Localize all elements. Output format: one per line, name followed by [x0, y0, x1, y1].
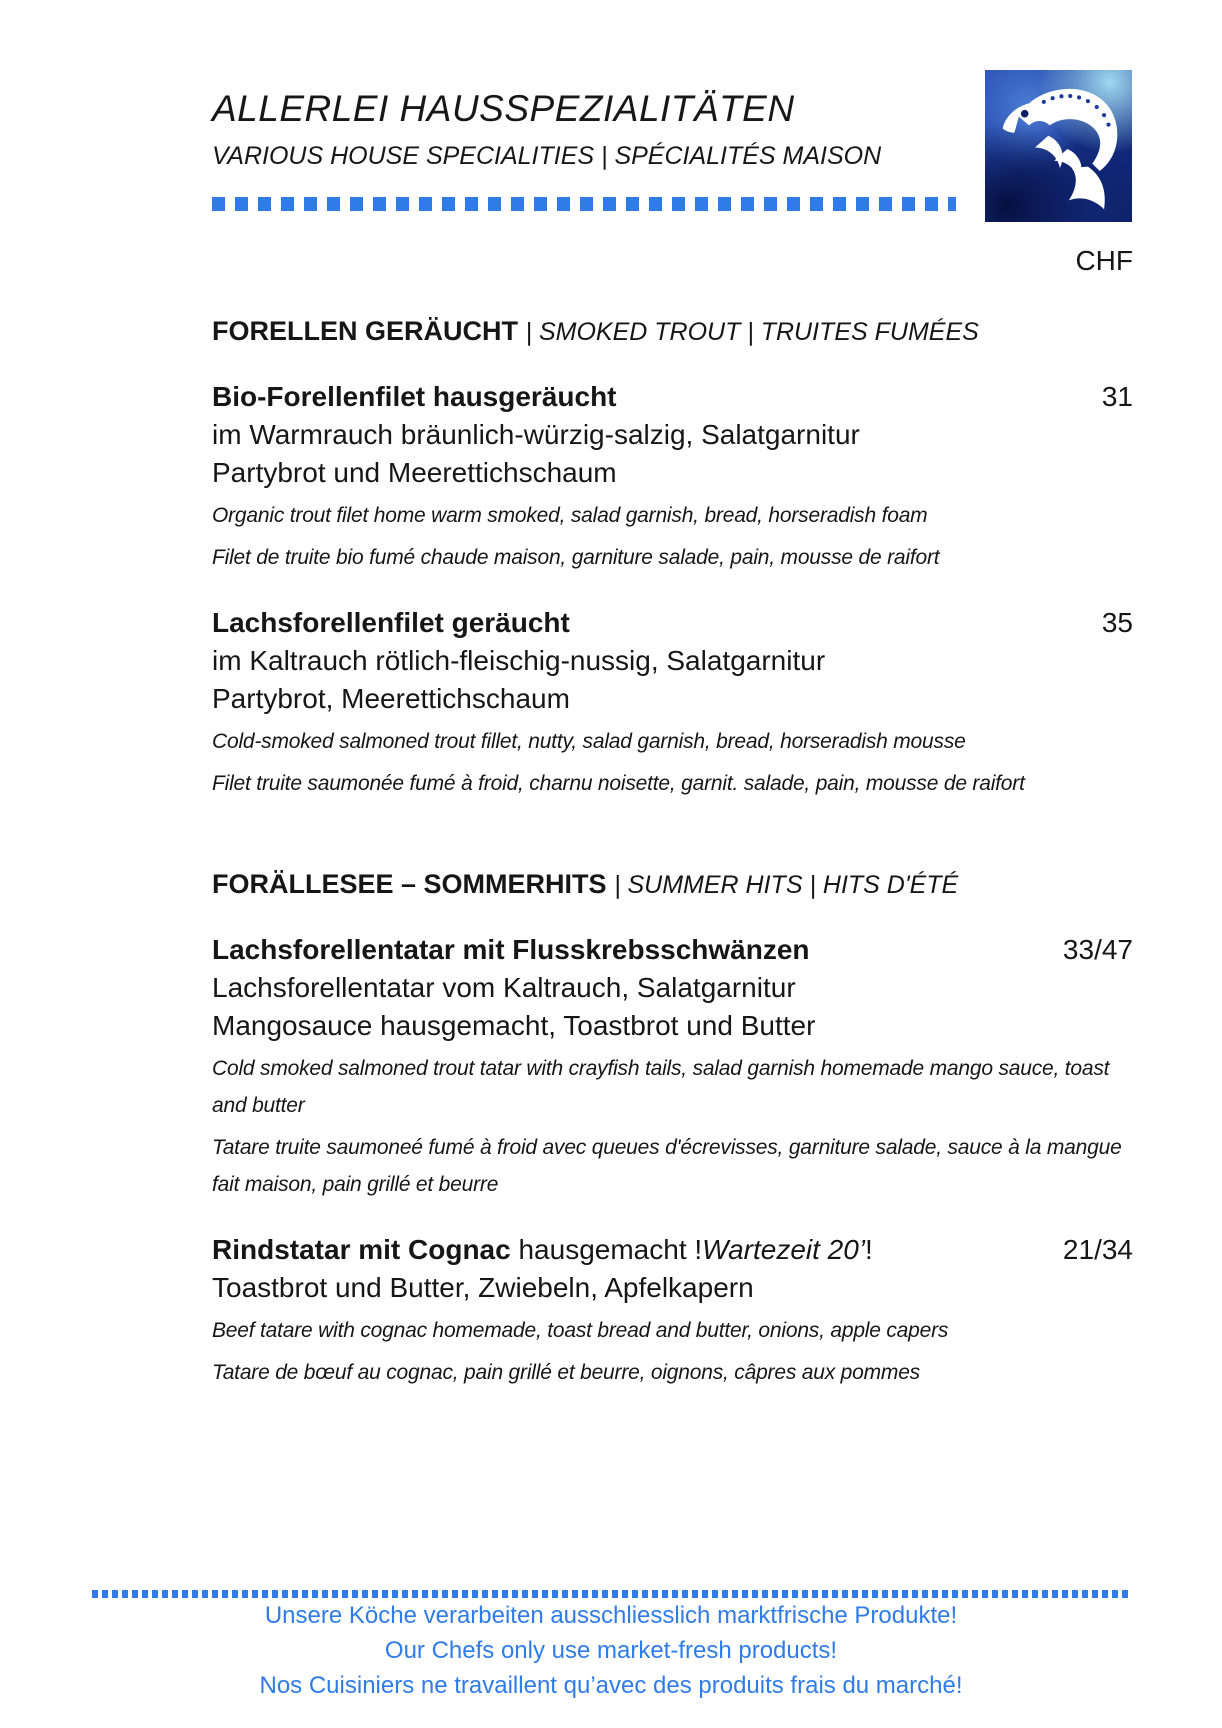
menu-item-name: [212, 1231, 873, 1269]
menu-item-name: Lachsforellentatar mit Flusskrebsschwänzen: [212, 934, 810, 965]
section-heading-de: FORÄLLESEE – SOMMERHITS: [212, 869, 607, 899]
currency-label: CHF: [1075, 245, 1133, 276]
menu-item-desc-en: Organic trout filet home warm smoked, salad garnish, bread, horseradish foam: [212, 504, 928, 527]
menu-item-name-tail: !: [865, 1234, 873, 1265]
menu-item-name: Lachsforellenfilet geräucht: [212, 607, 570, 638]
footer-note-fr: Nos Cuisiniers ne travaillent qu’avec des produits frais du marché!: [259, 1672, 963, 1699]
menu-item-desc-de: Toastbrot und Butter, Zwiebeln, Apfelkapern: [212, 1272, 754, 1303]
header-dotted-divider: [212, 197, 956, 211]
menu-item-price: 33/47: [1062, 934, 1133, 965]
menu-item-title-row: [212, 1231, 1133, 1269]
menu-item-price: 21/34: [1062, 1234, 1133, 1265]
menu-item: [212, 378, 1133, 576]
menu-item-desc-fr: Filet truite saumonée fumé à froid, charnu noisette, garnit. salade, pain, mousse de raifort: [212, 772, 1025, 795]
section-heading-de: FORELLEN GERÄUCHT: [212, 316, 518, 346]
menu-item-name: Bio-Forellenfilet hausgeräucht: [212, 381, 617, 412]
menu-item-desc-de: im Kaltrauch rötlich-fleischig-nussig, Salatgarnitur: [212, 645, 826, 676]
menu-item-desc-en: Beef tatare with cognac homemade, toast bread and butter, onions, apple capers: [212, 1319, 949, 1342]
menu-item: [212, 1231, 1133, 1391]
section-heading-translation: | SUMMER HITS | HITS D'ÉTÉ: [614, 871, 959, 899]
footer: [0, 1590, 1222, 1703]
section-heading: [212, 313, 1133, 350]
menu-item-desc-fr: Filet de truite bio fumé chaude maison, garniture salade, pain, mousse de raifort: [212, 546, 940, 569]
section-smoked-trout: [212, 313, 1133, 802]
menu-item-desc-en: Cold smoked salmoned trout tatar with crayfish tails, salad garnish homemade mango sauce, toast and butter: [212, 1057, 1110, 1117]
section-heading-translation: | SMOKED TROUT | TRUITES FUMÉES: [525, 318, 979, 346]
menu-item-desc-en: Cold-smoked salmoned trout fillet, nutty, salad garnish, bread, horseradish mousse: [212, 730, 966, 753]
page-title: ALLERLEI HAUSSPEZIALITÄTEN: [212, 88, 795, 129]
menu-item-price: 35: [1101, 607, 1133, 638]
footer-dotted-divider: [92, 1590, 1130, 1598]
menu-item-desc-fr: Tatare truite saumoneé fumé à froid avec queues d'écrevisses, garniture salade, sauce à la mangue fait maison, pain grillé et beurre: [212, 1136, 1122, 1196]
menu-item-name-bold: Rindstatar mit Cognac: [212, 1234, 511, 1265]
footer-note-en: Our Chefs only use market-fresh products!: [384, 1637, 838, 1664]
page-subtitle: VARIOUS HOUSE SPECIALITIES | SPÉCIALITÉS MAISON: [212, 142, 882, 170]
menu-item-price: 31: [1101, 381, 1133, 412]
menu-item-desc-de: Partybrot und Meerettichschaum: [212, 457, 617, 488]
menu-item-desc-fr: Tatare de bœuf au cognac, pain grillé et beurre, oignons, câpres aux pommes: [212, 1361, 920, 1384]
menu-item: [212, 604, 1133, 802]
menu-content: [212, 88, 1133, 1391]
section-summer-hits: [212, 866, 1133, 1391]
section-heading: [212, 866, 1133, 903]
menu-item: [212, 931, 1133, 1203]
footer-note-de: Unsere Köche verarbeiten ausschliesslich marktfrische Produkte!: [264, 1602, 958, 1629]
menu-item-title-row: [212, 931, 1133, 969]
menu-item-desc-de: Partybrot, Meerettichschaum: [212, 683, 570, 714]
menu-item-name-regular: hausgemacht !: [510, 1234, 703, 1265]
menu-item-desc-de: Lachsforellentatar vom Kaltrauch, Salatgarnitur: [212, 972, 796, 1003]
menu-item-title-row: [212, 604, 1133, 642]
menu-item-name-italic: Wartezeit 20’: [702, 1234, 866, 1265]
menu-item-title-row: [212, 378, 1133, 416]
menu-item-desc-de: im Warmrauch bräunlich-würzig-salzig, Salatgarnitur: [212, 419, 860, 450]
menu-item-desc-de: Mangosauce hausgemacht, Toastbrot und Butter: [212, 1010, 816, 1041]
